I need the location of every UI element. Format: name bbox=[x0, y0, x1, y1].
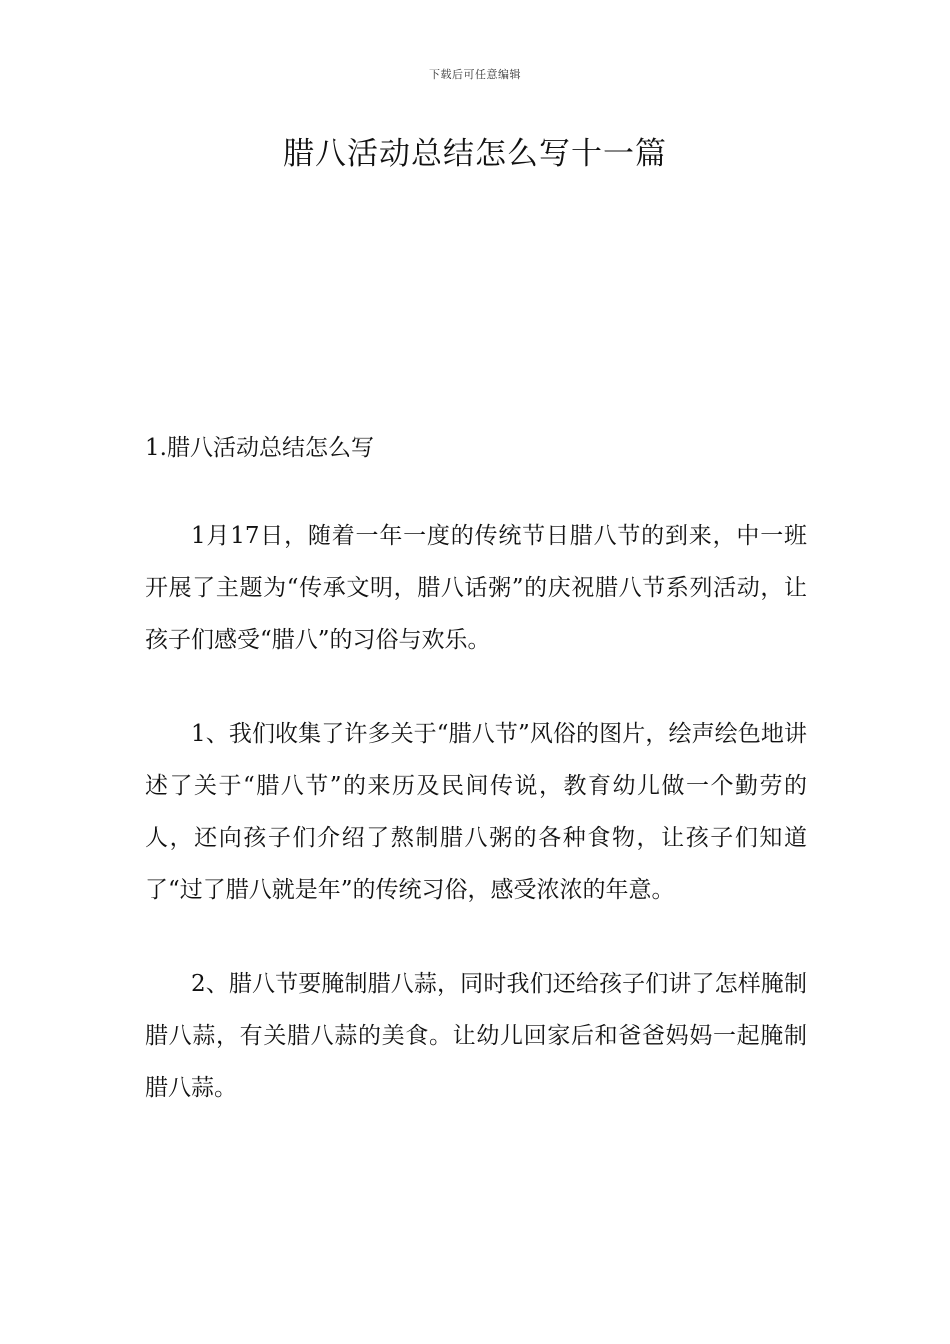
header-note: 下载后可任意编辑 bbox=[429, 68, 521, 81]
section-heading: 1.腊八活动总结怎么写 bbox=[145, 435, 374, 461]
paragraph-item-1: 1、我们收集了许多关于“腊八节”风俗的图片，绘声绘色地讲述了关于“腊八节”的来历及民间传说，教育幼儿做一个勤劳的人，还向孩子们介绍了熬制腊八粥的各种食物，让孩子们知道了“过了腊八就是年”的传统习俗，感受浓浓的年意。 bbox=[145, 721, 807, 903]
paragraph-item-2: 2、腊八节要腌制腊八蒜，同时我们还给孩子们讲了怎样腌制腊八蒜，有关腊八蒜的美食。让幼儿回家后和爸爸妈妈一起腌制腊八蒜。 bbox=[145, 971, 807, 1101]
document-body bbox=[145, 428, 807, 1156]
paragraph-intro: 1月17日，随着一年一度的传统节日腊八节的到来，中一班开展了主题为“传承文明，腊八话粥”的庆祝腊八节系列活动，让孩子们感受“腊八”的习俗与欢乐。 bbox=[145, 523, 807, 653]
document-title: 腊八活动总结怎么写十一篇 bbox=[283, 136, 667, 172]
